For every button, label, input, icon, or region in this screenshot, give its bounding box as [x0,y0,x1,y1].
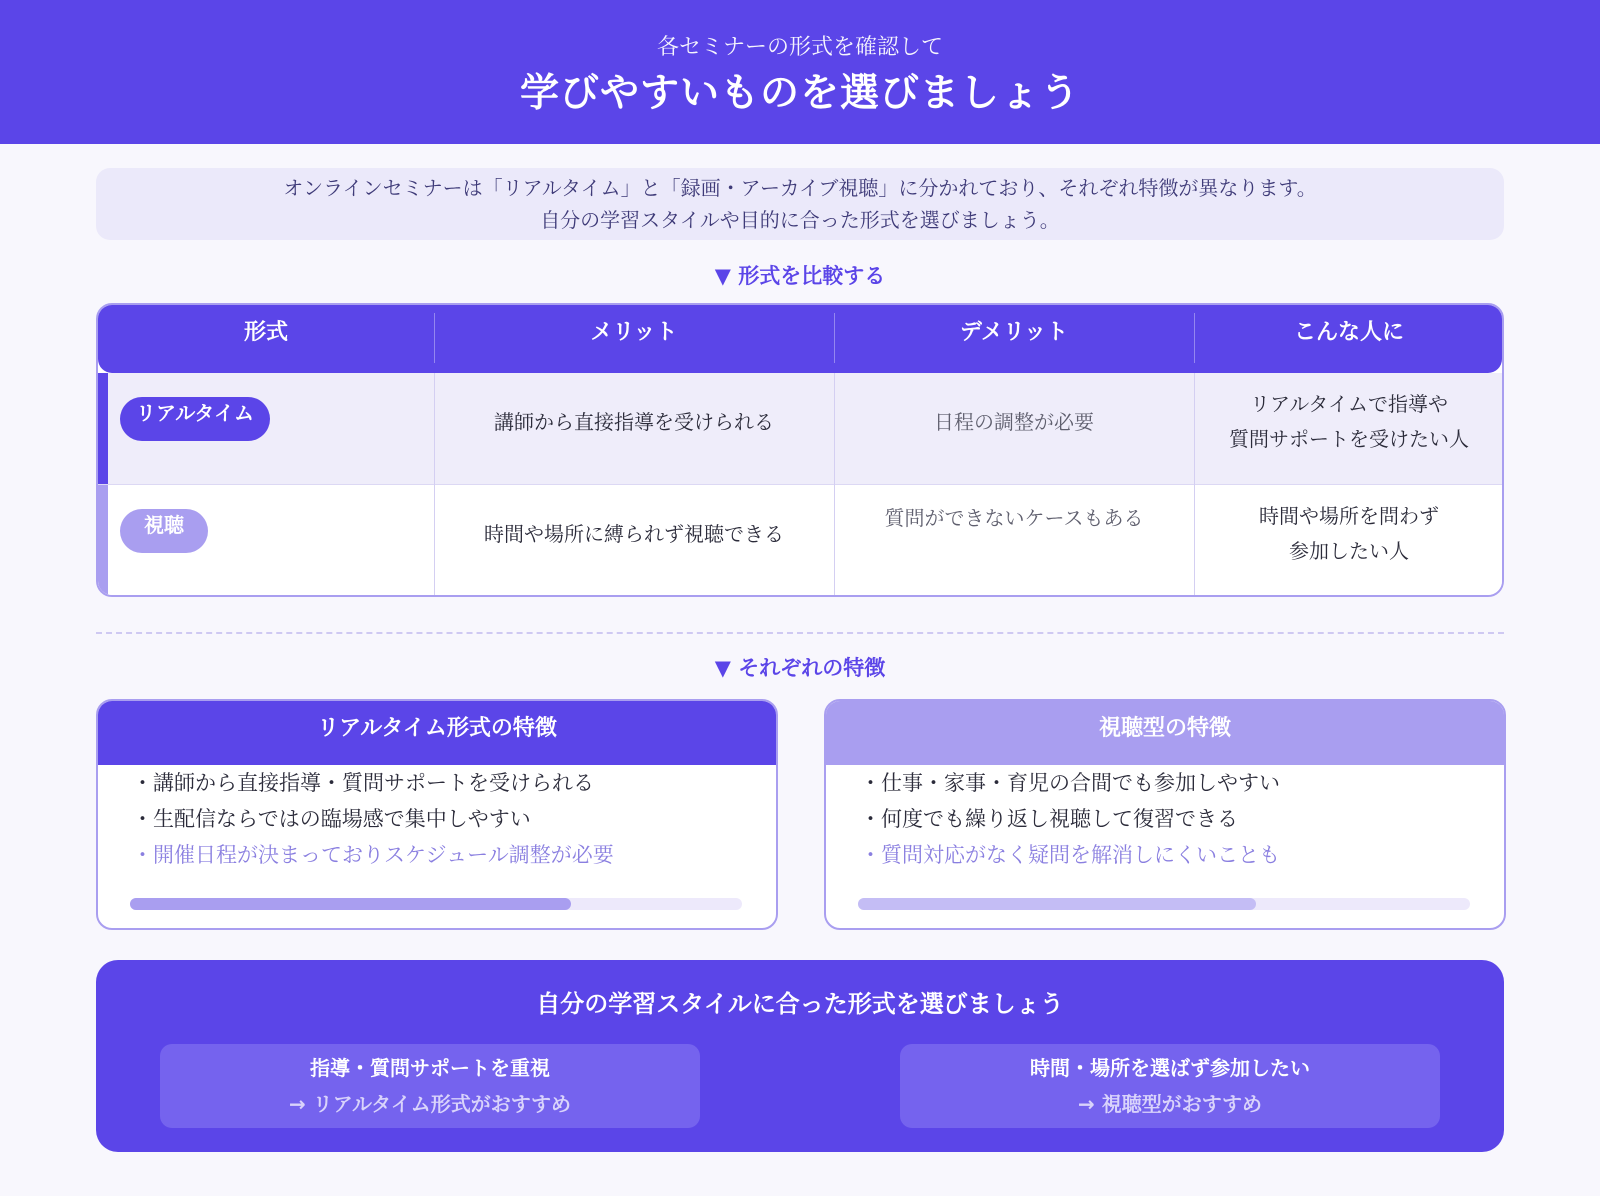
list-item: ・生配信ならではの臨場感で集中しやすい [132,807,531,831]
recommendation-title: 自分の学習スタイルに合った形式を選びましょう [536,990,1064,1018]
recommendation-result: → 視聴型がおすすめ [1078,1092,1262,1116]
header-subtitle: 各セミナーの形式を確認して [656,35,943,60]
page-title: 学びやすいものを選びましょう [519,71,1080,116]
compare-section-label: ▼ 形式を比較する [714,264,886,288]
list-item: ・講師から直接指導・質問サポートを受けられる [132,771,594,795]
recommendation-condition: 時間・場所を選ばず参加したい [1030,1056,1310,1080]
feature-list [860,765,1280,873]
cell-target-line: 時間や場所を問わず [1259,504,1439,528]
progress-fill [858,898,1256,910]
feature-list [132,765,614,873]
cell-target-line: 参加したい人 [1289,539,1409,563]
table-row [98,373,1502,485]
header-cell-format: 形式 [243,320,288,345]
intro-line-2: 自分の学習スタイルや目的に合った形式を選びましょう。 [540,208,1060,232]
card-title: リアルタイム形式の特徴 [98,701,776,765]
feature-card-realtime [96,699,778,930]
intro-box [96,168,1504,240]
format-pill-realtime: リアルタイム [120,397,270,441]
list-item: ・何度でも繰り返し視聴して復習できる [860,807,1238,831]
cell-target [1194,387,1504,457]
comparison-table [96,303,1504,597]
column-divider [834,373,835,597]
card-title: 視聴型の特徴 [826,701,1504,765]
cell-target-line: リアルタイムで指導や [1250,392,1448,416]
cell-target [1194,499,1504,569]
header-cell-merit: メリット [590,320,678,345]
features-section-label: ▼ それぞれの特徴 [714,656,886,680]
section-divider [96,632,1504,634]
row-accent-bar [98,485,108,597]
row-accent-bar [98,373,108,485]
list-item: ・質問対応がなく疑問を解消しにくいことも [860,843,1280,867]
recommendation-box-viewing [900,1044,1440,1128]
table-row [98,485,1502,597]
list-item: ・開催日程が決まっておりスケジュール調整が必要 [132,843,614,867]
recommendation-result: → リアルタイム形式がおすすめ [289,1092,571,1116]
cell-demerit: 日程の調整が必要 [934,410,1094,434]
column-divider [1194,373,1195,597]
recommendation-panel [96,960,1504,1152]
cell-merit: 時間や場所に縛られず視聴できる [484,522,784,546]
cell-merit: 講師から直接指導を受けられる [494,410,774,434]
column-divider [434,373,435,597]
feature-card-viewing [824,699,1506,930]
intro-line-1: オンラインセミナーは「リアルタイム」と「録画・アーカイブ視聴」に分かれており、それぞれ特徴が異なります。 [283,176,1317,200]
recommendation-condition: 指導・質問サポートを重視 [310,1056,550,1080]
progress-fill [130,898,571,910]
cell-target-line: 質問サポートを受けたい人 [1229,427,1469,451]
header-cell-target: こんな人に [1293,320,1404,345]
table-header [98,305,1502,373]
cell-demerit: 質問ができないケースもある [884,506,1144,530]
format-pill-viewing: 視聴 [120,509,208,553]
header-cell-demerit: デメリット [959,320,1069,345]
progress-bar [858,898,1470,910]
recommendation-box-realtime [160,1044,700,1128]
list-item: ・仕事・家事・育児の合間でも参加しやすい [860,771,1280,795]
page-header [0,0,1600,144]
progress-bar [130,898,742,910]
